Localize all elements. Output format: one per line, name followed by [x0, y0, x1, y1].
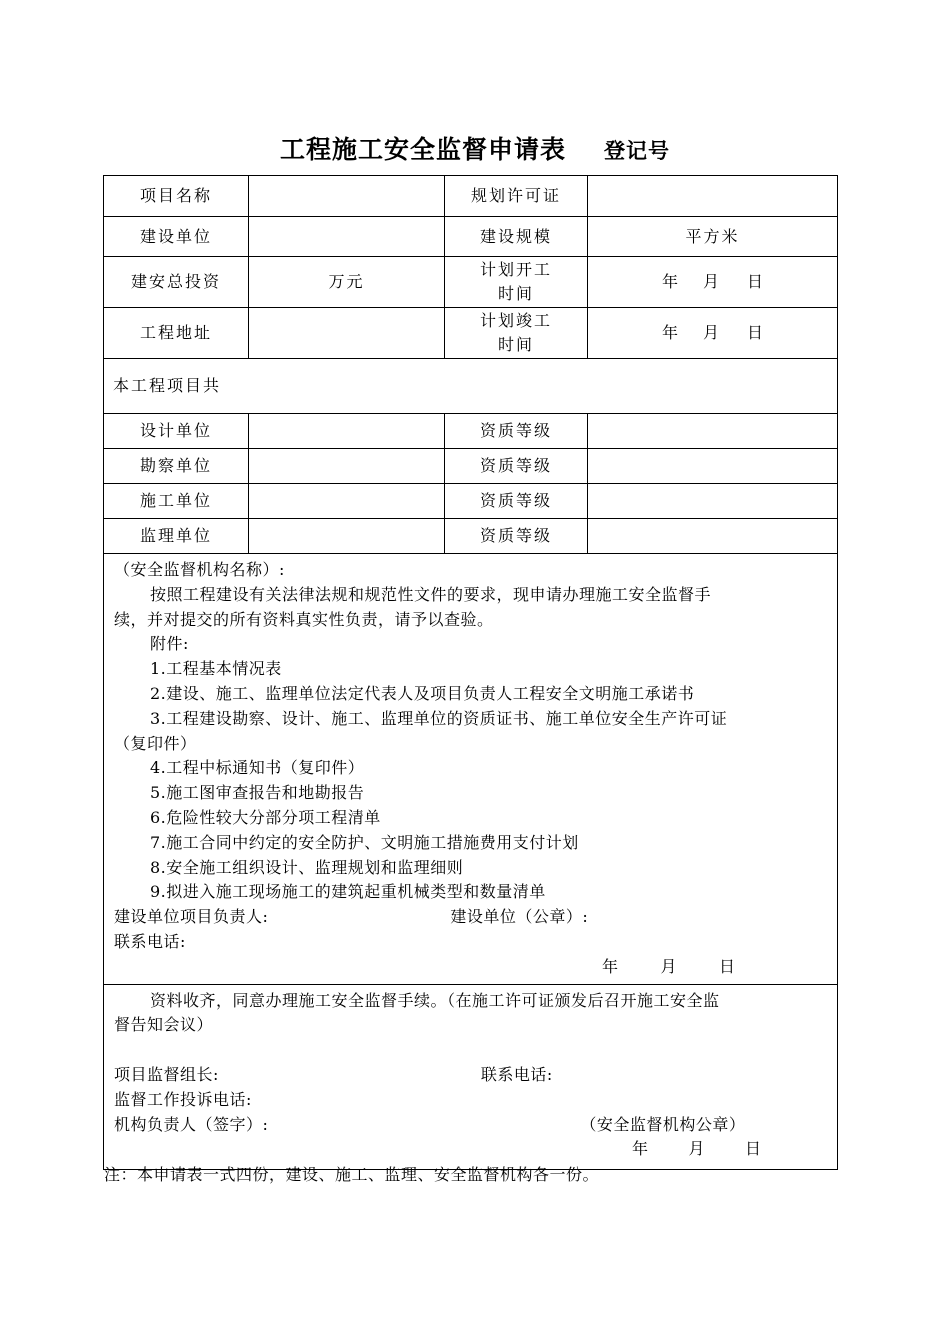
plan-finish-date-field[interactable]: [588, 308, 838, 359]
row-approval: [104, 984, 838, 1169]
supervision-unit-label: 监理单位: [104, 519, 249, 554]
attachment-item-9: 9.拟进入施工现场施工的建筑起重机械类型和数量清单: [150, 882, 546, 902]
application-section: [104, 554, 838, 985]
form-title: [0, 130, 950, 166]
supervision-qualification-label: 资质等级: [445, 519, 588, 554]
plan-start-date-field[interactable]: [588, 257, 838, 308]
survey-qualification-field[interactable]: [588, 449, 838, 484]
builder-field[interactable]: [249, 217, 445, 257]
plan-finish-label-line1: 计划竣工: [479, 311, 552, 330]
start-year: 年: [661, 272, 678, 291]
planning-permit-label: 规划许可证: [445, 176, 588, 217]
row-investment: [104, 257, 838, 308]
construction-qualification-label: 资质等级: [445, 484, 588, 519]
owner-signature-row: [114, 905, 827, 930]
attachment-item-3b: （复印件）: [114, 733, 197, 753]
approval-date: [114, 1137, 827, 1162]
builder-label: 建设单位: [104, 217, 249, 257]
org-seal-label: （安全监督机构公章）: [580, 1114, 746, 1134]
complaint-phone-label: 监督工作投诉电话:: [114, 1089, 252, 1109]
approval-body-2: 督告知会议）: [114, 1015, 214, 1035]
owner-manager-label: 建设单位项目负责人:: [114, 907, 269, 927]
footer-note: 注：本申请表一式四份，建设、施工、监理、安全监督机构各一份。: [104, 1165, 600, 1184]
approval-section: [104, 984, 838, 1169]
row-survey-unit: [104, 449, 838, 484]
supervision-qualification-field[interactable]: [588, 519, 838, 554]
attachment-item-3a: 3.工程建设勘察、设计、施工、监理单位的资质证书、施工单位安全生产许可证: [150, 708, 728, 728]
attachment-item-7: 7.施工合同中约定的安全防护、文明施工措施费用支付计划: [150, 832, 579, 852]
row-supervision-unit: [104, 519, 838, 554]
survey-qualification-label: 资质等级: [445, 449, 588, 484]
plan-finish-label: [445, 308, 588, 359]
finish-month: 月: [702, 323, 719, 342]
project-total-label: 本工程项目共: [113, 376, 222, 395]
attachment-item-1: 1.工程基本情况表: [150, 659, 282, 679]
supervision-unit-field[interactable]: [249, 519, 445, 554]
row-construction-unit: [104, 484, 838, 519]
owner-seal-label: 建设单位（公章）:: [450, 907, 589, 927]
attachment-item-6: 6.危险性较大分部分项工程清单: [150, 807, 381, 827]
project-total-field[interactable]: [104, 359, 838, 414]
application-date-year: 年: [602, 956, 619, 976]
application-addressee: （安全监督机构名称）:: [114, 560, 285, 579]
row-project-name: [104, 176, 838, 217]
construction-unit-label: 施工单位: [104, 484, 249, 519]
total-investment-field[interactable]: [249, 257, 445, 308]
approval-date-year: 年: [632, 1139, 649, 1159]
approval-date-day: 日: [745, 1139, 762, 1159]
application-phone-label: 联系电话:: [114, 931, 186, 951]
plan-finish-label-line2: 时间: [497, 335, 534, 354]
total-investment-label: 建安总投资: [104, 257, 249, 308]
attachment-item-5: 5.施工图审查报告和地勘报告: [150, 783, 365, 803]
attachment-item-2: 2.建设、施工、监理单位法定代表人及项目负责人工程安全文明施工承诺书: [150, 683, 695, 703]
approval-blank-line: [114, 1038, 827, 1063]
finish-year: 年: [661, 323, 678, 342]
approval-body-1: 资料收齐，同意办理施工安全监督手续。（在施工许可证颁发后召开施工安全监: [150, 990, 720, 1010]
investment-unit: 万元: [328, 272, 365, 291]
plan-start-label: [445, 257, 588, 308]
form-title-text: 工程施工安全监督申请表: [279, 135, 566, 164]
project-name-label: 项目名称: [104, 176, 249, 217]
design-qualification-label: 资质等级: [445, 414, 588, 449]
registration-number-label: 登记号: [604, 138, 670, 163]
attachment-item-4: 4.工程中标通知书（复印件）: [150, 758, 365, 778]
design-unit-label: 设计单位: [104, 414, 249, 449]
approval-head-row: [114, 1113, 827, 1138]
row-address: [104, 308, 838, 359]
team-leader-label: 项目监督组长:: [114, 1064, 219, 1084]
build-scale-label: 建设规模: [445, 217, 588, 257]
design-qualification-field[interactable]: [588, 414, 838, 449]
application-body-1: 按照工程建设有关法律法规和规范性文件的要求，现申请办理施工安全监督手: [150, 584, 712, 604]
survey-unit-label: 勘察单位: [104, 449, 249, 484]
row-project-total: [104, 359, 838, 414]
project-name-field[interactable]: [249, 176, 445, 217]
application-date: [114, 955, 827, 980]
approval-date-month: 月: [688, 1139, 706, 1159]
approval-text: [104, 985, 837, 1167]
planning-permit-field[interactable]: [588, 176, 838, 217]
survey-unit-field[interactable]: [249, 449, 445, 484]
application-body-2: 续，并对提交的所有资料真实性负责，请予以查验。: [114, 609, 494, 629]
application-date-month: 月: [660, 956, 678, 976]
application-date-day: 日: [719, 956, 736, 976]
design-unit-field[interactable]: [249, 414, 445, 449]
plan-start-label-line2: 时间: [497, 284, 534, 303]
attachment-item-8: 8.安全施工组织设计、监理规划和监理细则: [150, 857, 464, 877]
org-head-label: 机构负责人（签字）:: [114, 1114, 269, 1134]
row-design-unit: [104, 414, 838, 449]
application-text: [104, 554, 837, 984]
finish-day: 日: [747, 323, 764, 342]
scale-unit: 平方米: [685, 226, 740, 246]
construction-qualification-field[interactable]: [588, 484, 838, 519]
attachments-label: 附件:: [150, 634, 189, 654]
approval-phone-label: 联系电话:: [480, 1064, 553, 1084]
application-form-table: [103, 175, 838, 1170]
start-month: 月: [702, 272, 719, 291]
row-application: [104, 554, 838, 985]
address-field[interactable]: [249, 308, 445, 359]
plan-start-label-line1: 计划开工: [479, 260, 552, 279]
address-label: 工程地址: [104, 308, 249, 359]
build-scale-field[interactable]: [588, 217, 838, 257]
approval-leader-row: [114, 1063, 827, 1088]
start-day: 日: [747, 272, 764, 291]
row-builder: [104, 217, 838, 257]
construction-unit-field[interactable]: [249, 484, 445, 519]
